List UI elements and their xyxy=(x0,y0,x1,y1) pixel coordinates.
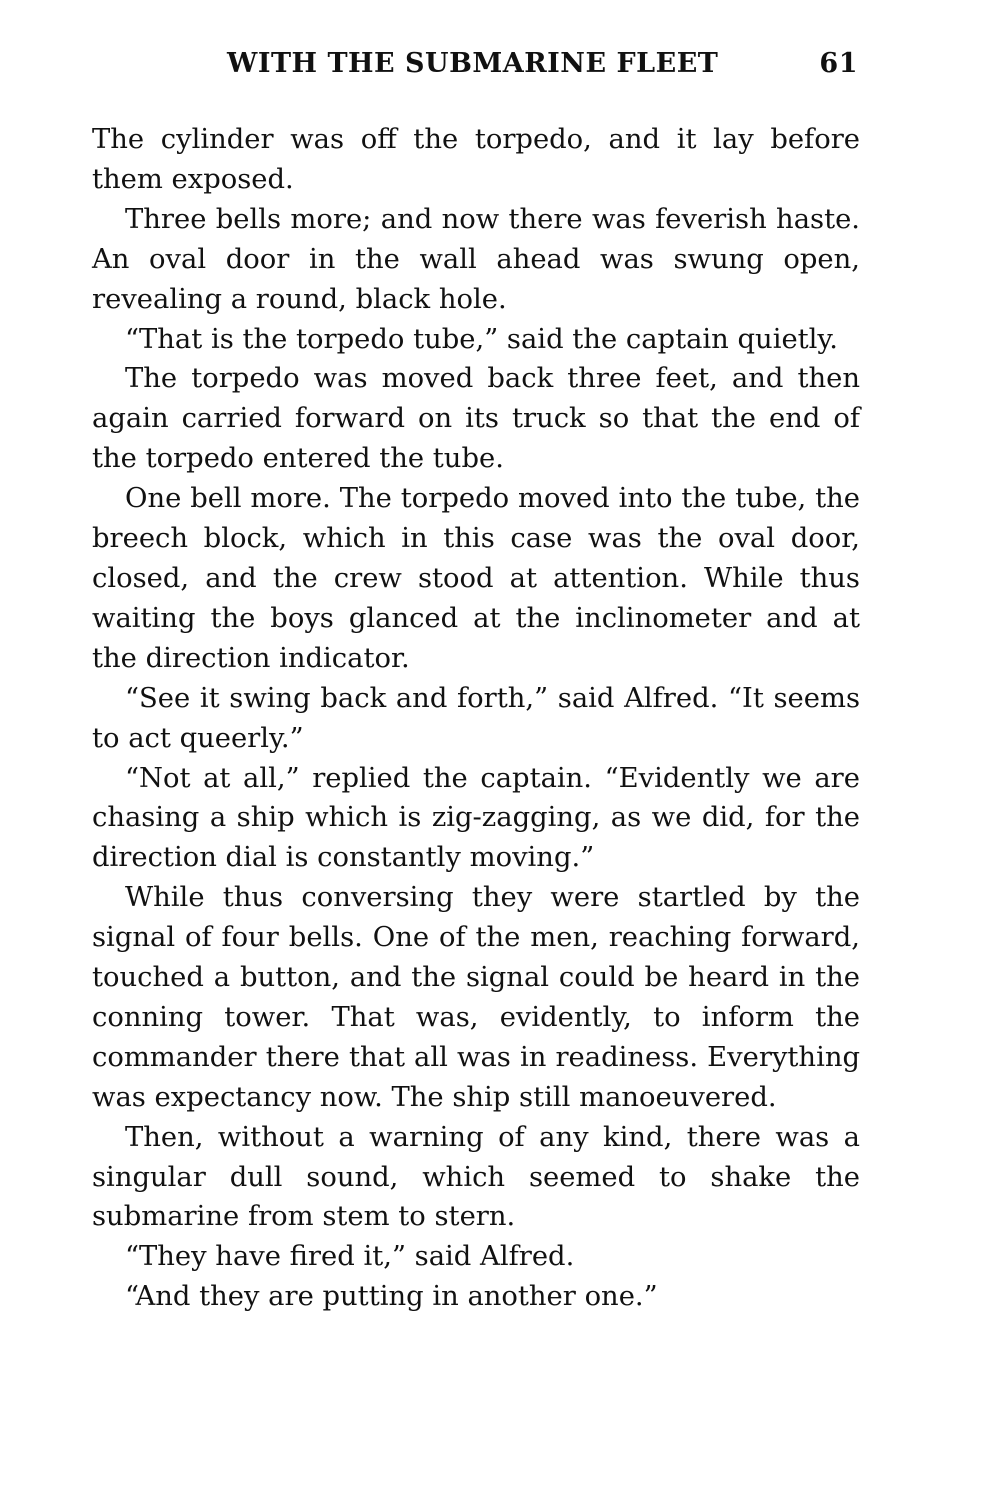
paragraph: “Not at all,” replied the captain. “Evidently we are chasing a ship which is zig-zagging, as we did, for the direction dial is constantly moving.” xyxy=(92,762,860,874)
paragraph: Three bells more; and now there was feverish haste. An oval door in the wall ahead was swung open, revealing a round, black hole. xyxy=(92,203,860,315)
paragraph: While thus conversing they were startled by the signal of four bells. One of the men, reaching forward, touched a button, and the signal could be heard in the conning tower. That was, evidently, to inform the commander there that all was in readiness. Everything was expectancy now. The ship still manoeuvered. xyxy=(92,882,860,1113)
paragraph: “That is the torpedo tube,” said the captain quietly. xyxy=(125,323,838,355)
book-page xyxy=(92,48,860,1317)
running-header xyxy=(92,48,860,96)
paragraph: One bell more. The torpedo moved into the tube, the breech block, which in this case was the oval door, closed, and the crew stood at attention. While thus waiting the boys glanced at the inclinometer and at the direction indicator. xyxy=(92,483,860,674)
paragraph: Then, without a warning of any kind, there was a singular dull sound, which seemed to shake the submarine from stem to stern. xyxy=(92,1121,860,1233)
paragraph: The torpedo was moved back three feet, and then again carried forward on its truck so that the end of the torpedo entered the tube. xyxy=(92,363,860,475)
paragraph: “They have fired it,” said Alfred. xyxy=(125,1241,575,1273)
paragraph: The cylinder was off the torpedo, and it lay before them exposed. xyxy=(92,124,860,195)
paragraph: “And they are putting in another one.” xyxy=(125,1281,658,1313)
running-title: WITH THE SUBMARINE FLEET xyxy=(227,48,719,79)
body-text xyxy=(92,120,860,1317)
page-number: 61 xyxy=(819,48,858,79)
paragraph: “See it swing back and forth,” said Alfred. “It seems to act queerly.” xyxy=(92,682,860,754)
